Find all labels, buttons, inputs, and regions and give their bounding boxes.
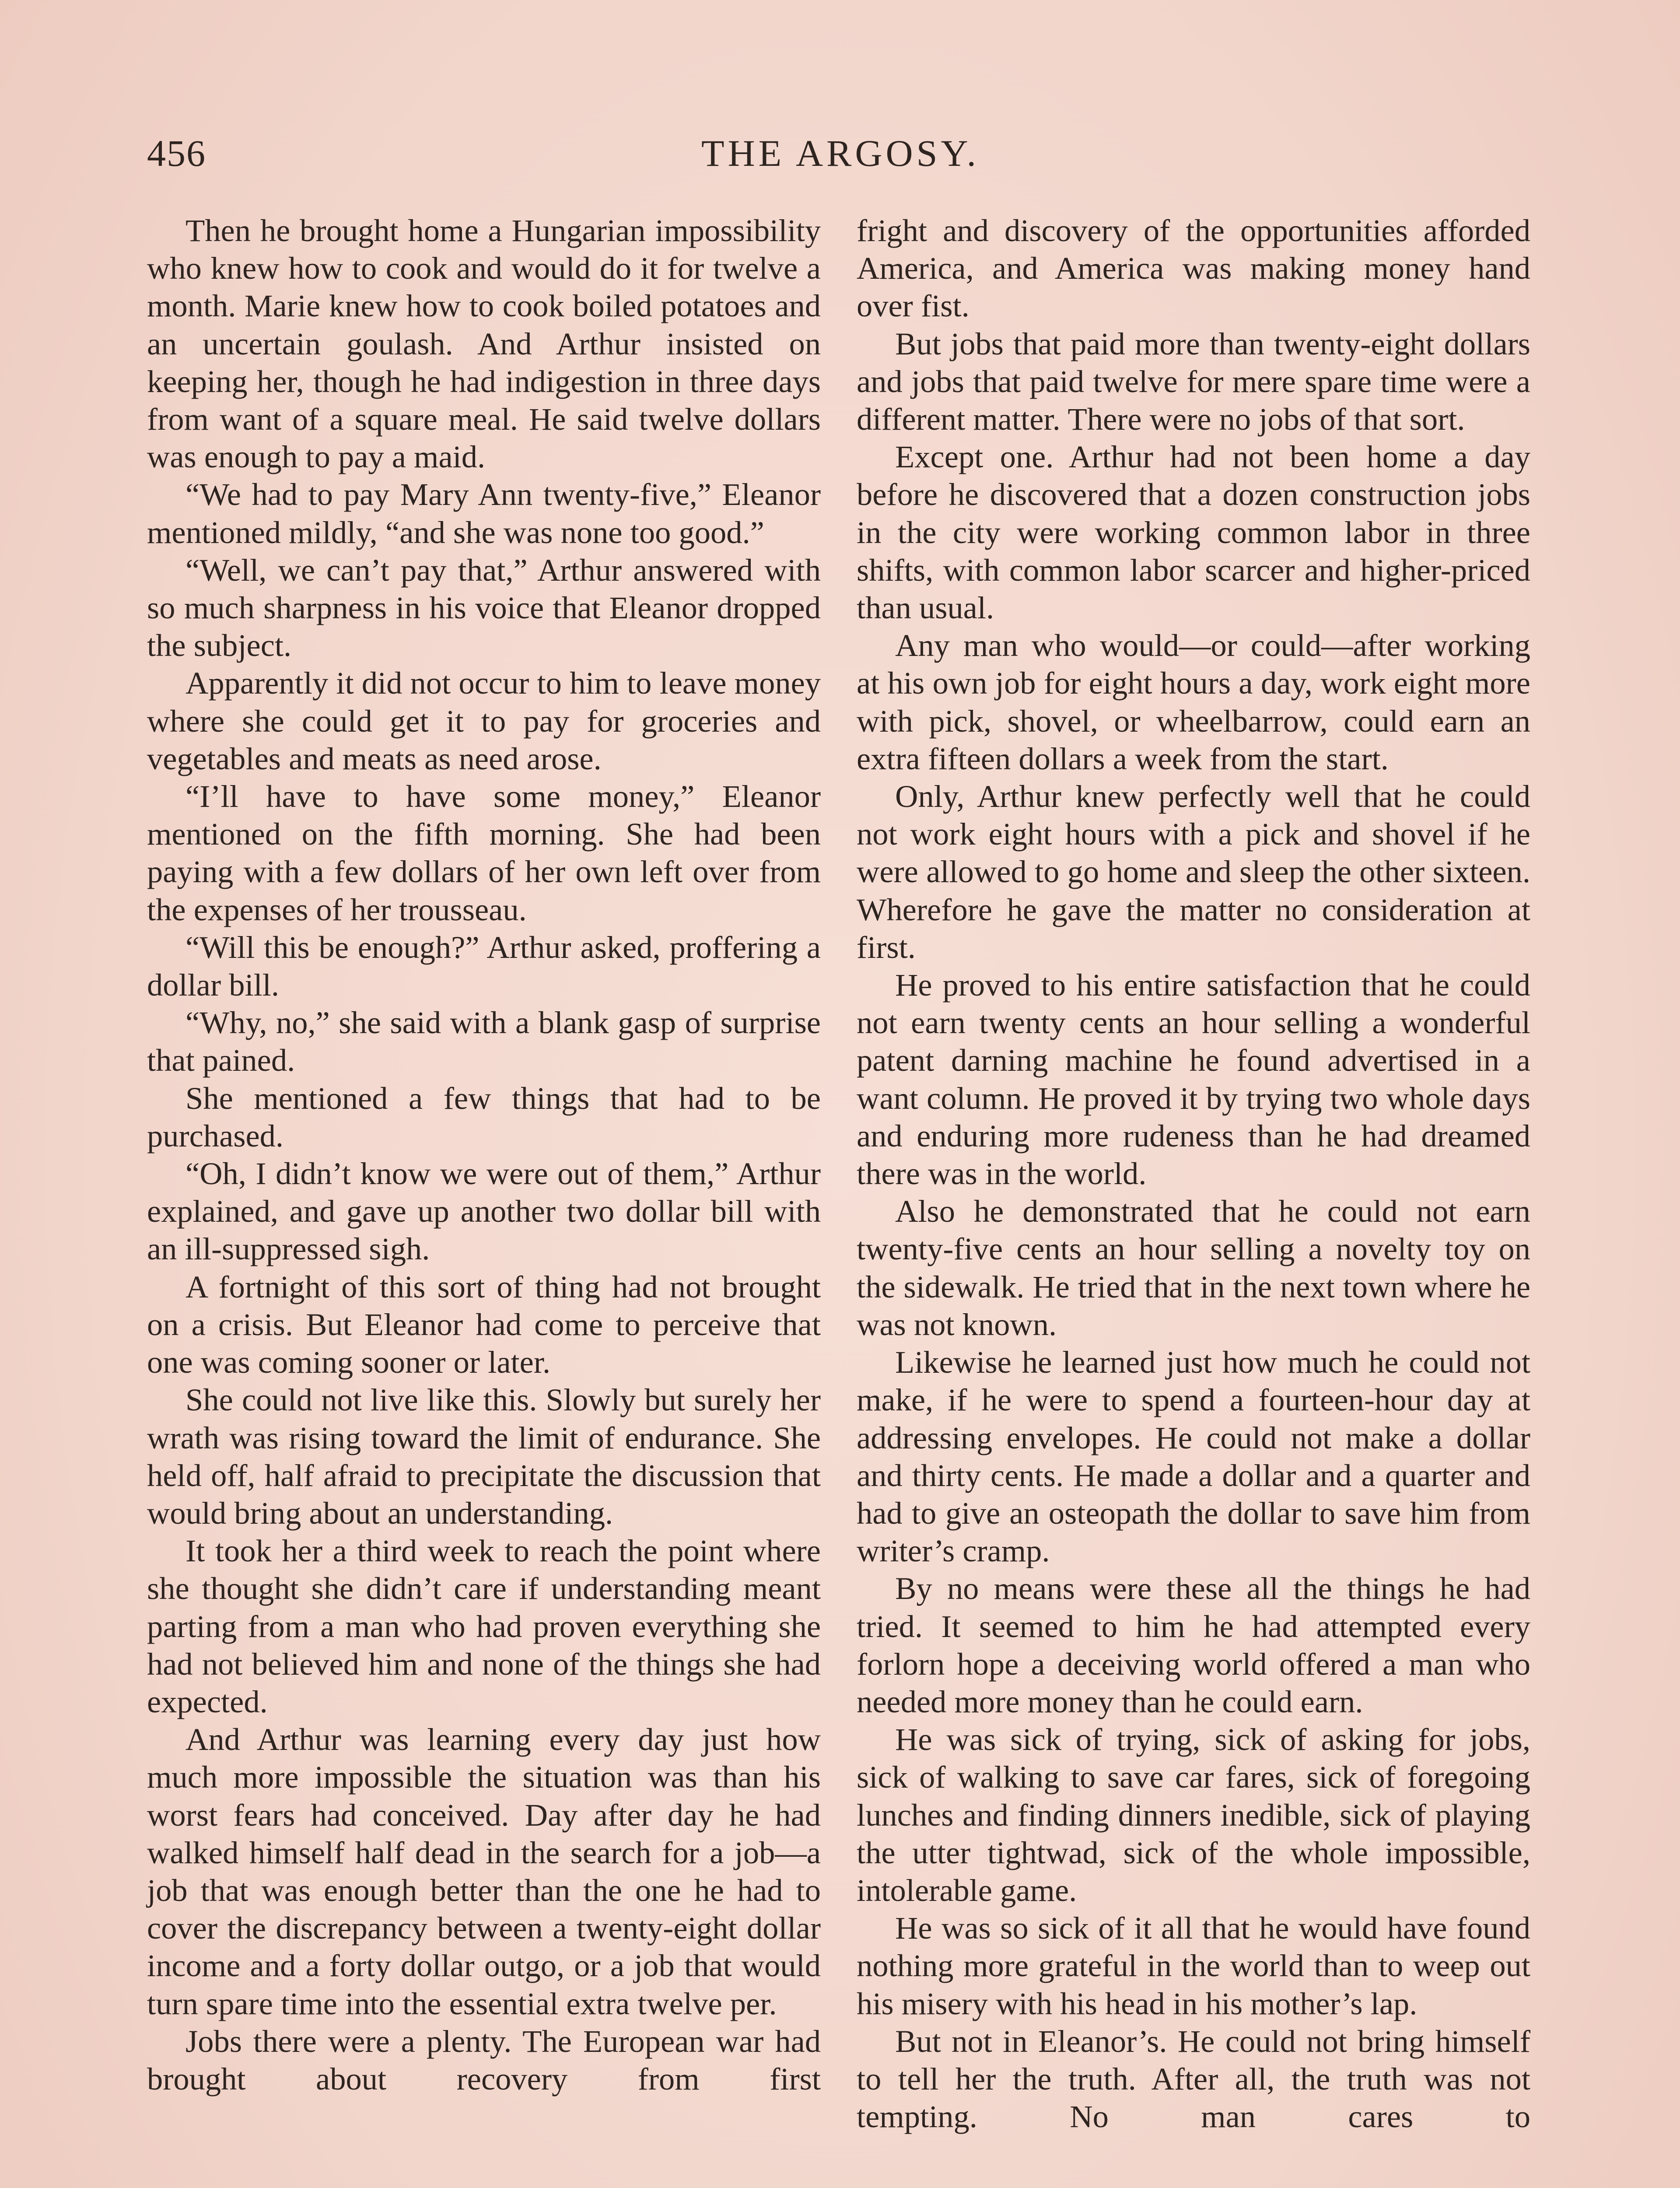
paragraph: He was sick of trying, sick of asking for jobs, sick of walking to save car fares, sick of foregoing lunches and finding dinners inedible, sick of playing the utter tightwad, sick of the whole impossible, intolerable game. bbox=[857, 1722, 1530, 1908]
paragraph: Jobs there were a plenty. The European war had brought about recovery from first bbox=[147, 2023, 821, 2097]
paragraph: Likewise he learned just how much he could not make, if he were to spend a fourteen-hour day at addressing envelopes. He could not make a dollar and thirty cents. He made a dollar and a quarter and had to give an osteopath the dollar to save him from writer’s cramp. bbox=[857, 1344, 1530, 1569]
paragraph: “We had to pay Mary Ann twenty-five,” Eleanor mentioned mildly, “and she was none too good.” bbox=[147, 477, 821, 550]
right-column bbox=[857, 212, 1530, 2135]
page-number: 456 bbox=[147, 132, 206, 174]
paragraph: She mentioned a few things that had to be purchased. bbox=[147, 1080, 821, 1154]
paragraph: “Oh, I didn’t know we were out of them,” Arthur explained, and gave up another two dollar bill with an ill-suppressed sigh. bbox=[147, 1156, 821, 1267]
paragraph: He was so sick of it all that he would have found nothing more grateful in the world than to weep out his misery with his head in his mother’s lap. bbox=[857, 1910, 1530, 2021]
paragraph: A fortnight of this sort of thing had not brought on a crisis. But Eleanor had come to perceive that one was coming sooner or later. bbox=[147, 1269, 821, 1380]
paragraph: She could not live like this. Slowly but surely her wrath was rising toward the limit of endurance. She held off, half afraid to precipitate the discussion that would bring about an understanding. bbox=[147, 1382, 821, 1531]
paragraph: “Why, no,” she said with a blank gasp of surprise that pained. bbox=[147, 1005, 821, 1078]
magazine-title: THE ARGOSY. bbox=[701, 132, 980, 174]
paragraph: “Will this be enough?” Arthur asked, proffering a dollar bill. bbox=[147, 929, 821, 1003]
paragraph: But jobs that paid more than twenty-eight dollars and jobs that paid twelve for mere spare time were a different matter. There were no jobs of that sort. bbox=[857, 326, 1530, 437]
paragraph: And Arthur was learning every day just how much more impossible the situation was than his worst fears had conceived. Day after day he had walked himself half dead in the search for a job—a job that was enough better than the one he had to cover the discrepancy between a twenty-eight dollar income and a forty dollar outgo, or a job that would turn spare time into the essential extra twelve per. bbox=[147, 1722, 821, 2021]
paragraph: Only, Arthur knew perfectly well that he could not work eight hours with a pick and shovel if he were allowed to go home and sleep the other sixteen. Wherefore he gave the matter no consideration at first. bbox=[857, 778, 1530, 965]
paragraph: Then he brought home a Hungarian impossibility who knew how to cook and would do it for twelve a month. Marie knew how to cook boiled potatoes and an uncertain goulash. And Arthur insisted on keeping her, though he had indigestion in three days from want of a square meal. He said twelve dollars was enough to pay a maid. bbox=[147, 213, 821, 475]
paragraph: It took her a third week to reach the point where she thought she didn’t care if understanding meant parting from a man who had proven everything she had not believed him and none of the things she had expected. bbox=[147, 1533, 821, 1719]
paragraph: But not in Eleanor’s. He could not bring himself to tell her the truth. After all, the truth was not tempting. No man cares to bbox=[857, 2023, 1530, 2135]
paragraph: “I’ll have to have some money,” Eleanor mentioned on the fifth morning. She had been paying with a few dollars of her own left over from the expenses of her trousseau. bbox=[147, 778, 821, 927]
paragraph: Apparently it did not occur to him to leave money where she could get it to pay for groceries and vegetables and meats as need arose. bbox=[147, 665, 821, 776]
paragraph: By no means were these all the things he had tried. It seemed to him he had attempted every forlorn hope a deceiving world offered a man who needed more money than he could earn. bbox=[857, 1571, 1530, 1719]
paragraph: Any man who would—or could—after working at his own job for eight hours a day, work eight more with pick, shovel, or wheelbarrow, could earn an extra fifteen dollars a week from the start. bbox=[857, 628, 1530, 776]
paragraph: Also he demonstrated that he could not earn twenty-five cents an hour selling a novelty toy on the sidewalk. He tried that in the next town where he was not known. bbox=[857, 1193, 1530, 1342]
left-column bbox=[147, 212, 821, 2098]
paragraph: He proved to his entire satisfaction that he could not earn twenty cents an hour selling a wonderful patent darning machine he found advertised in a want column. He proved it by trying two whole days and enduring more rudeness than he had dreamed there was in the world. bbox=[857, 967, 1530, 1192]
paragraph: “Well, we can’t pay that,” Arthur answered with so much sharpness in his voice that Eleanor dropped the subject. bbox=[147, 552, 821, 663]
paragraph: Except one. Arthur had not been home a day before he discovered that a dozen construction jobs in the city were working common labor in three shifts, with common labor scarcer and higher-priced than usual. bbox=[857, 439, 1530, 626]
paragraph: fright and discovery of the opportunities afforded America, and America was making money hand over fist. bbox=[857, 213, 1530, 324]
running-head bbox=[147, 131, 1534, 184]
